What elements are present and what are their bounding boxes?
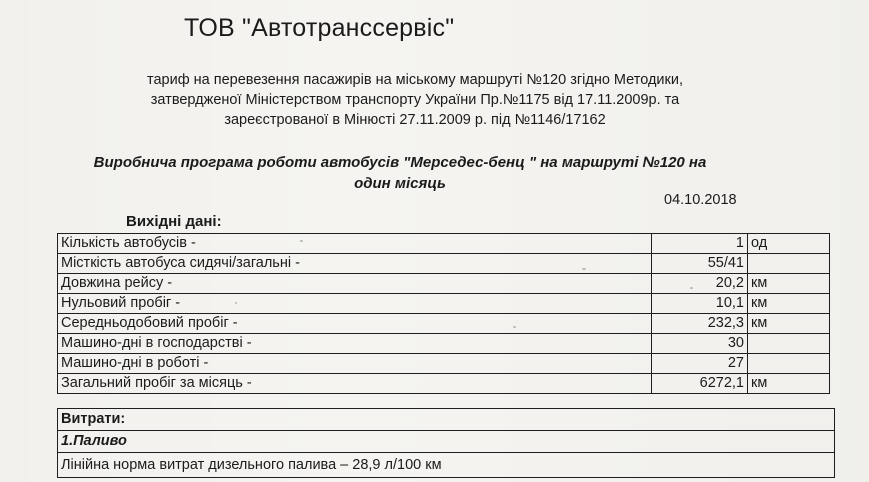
fuel-heading: 1.Паливо	[58, 431, 834, 453]
company-name: ТОВ "Автотранссервіс"	[184, 14, 455, 42]
row-value: 6272,1	[652, 374, 748, 394]
row-unit: км	[748, 274, 830, 294]
table-row	[58, 234, 830, 254]
row-label: Кількість автобусів -	[58, 234, 652, 254]
row-label: Середньодобовий пробіг -	[58, 314, 652, 334]
table-row	[58, 374, 830, 394]
row-unit: км	[748, 314, 830, 334]
row-label: Загальний пробіг за місяць -	[58, 374, 652, 394]
row-unit	[748, 254, 830, 274]
row-value: 30	[652, 334, 748, 354]
row-label: Нульовий пробіг -	[58, 294, 652, 314]
row-label: Машино-дні в господарстві -	[58, 334, 652, 354]
source-data-heading: Вихідні дані:	[126, 213, 222, 230]
tariff-line: тариф на перевезення пасажирів на міському маршруті №120 згідно Методики,	[146, 72, 683, 88]
program-title-line: один місяць	[354, 175, 446, 192]
scan-speck	[300, 240, 303, 242]
row-value: 55/41	[652, 254, 748, 274]
row-unit	[748, 354, 830, 374]
scan-speck	[513, 326, 516, 328]
document-date: 04.10.2018	[664, 192, 737, 208]
tariff-description	[50, 70, 780, 130]
row-value: 10,1	[652, 294, 748, 314]
table-row	[58, 274, 830, 294]
row-label: Довжина рейсу -	[58, 274, 652, 294]
table-row	[58, 334, 830, 354]
row-unit: од	[748, 234, 830, 254]
table-row	[58, 254, 830, 274]
tariff-line: зареєстрованої в Мінюсті 27.11.2009 р. під №1146/17162	[224, 112, 606, 128]
program-title	[40, 152, 760, 194]
table-row	[58, 314, 830, 334]
costs-section	[57, 408, 835, 478]
row-value: 232,3	[652, 314, 748, 334]
row-value: 1	[652, 234, 748, 254]
program-title-line: Виробнича програма роботи автобусів "Мерседес-бенц " на маршруті №120 на	[93, 154, 707, 171]
table-row	[58, 294, 830, 314]
table-row	[58, 354, 830, 374]
row-label: Місткість автобуса сидячі/загальні -	[58, 254, 652, 274]
row-unit: км	[748, 374, 830, 394]
scan-speck	[235, 302, 237, 304]
row-unit	[748, 334, 830, 354]
scan-speck	[582, 268, 586, 270]
row-value: 20,2	[652, 274, 748, 294]
scan-speck	[690, 287, 693, 289]
costs-heading: Витрати:	[58, 409, 834, 431]
row-label: Машино-дні в роботі -	[58, 354, 652, 374]
source-data-table	[57, 233, 830, 394]
fuel-norm-line: Лінійна норма витрат дизельного палива – 28,9 л/100 км	[58, 453, 834, 478]
row-value: 27	[652, 354, 748, 374]
row-unit: км	[748, 294, 830, 314]
tariff-line: затвердженої Міністерством транспорту України Пр.№1175 від 17.11.2009р. та	[150, 92, 680, 108]
